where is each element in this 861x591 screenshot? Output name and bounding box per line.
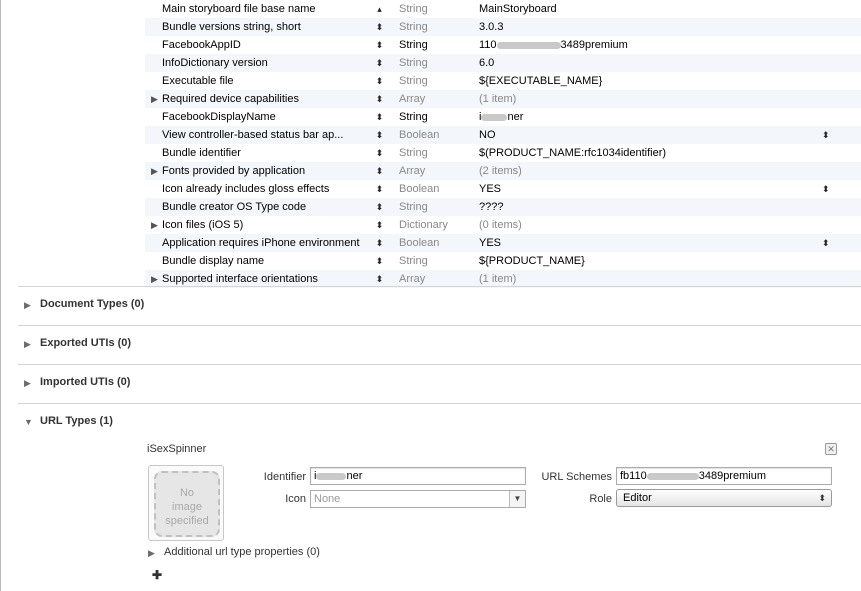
plist-key: Fonts provided by application — [162, 165, 306, 177]
disclosure-triangle-icon[interactable]: ▶ — [151, 274, 158, 284]
url-type-name: iSexSpinner — [147, 443, 207, 455]
section-title: Exported UTIs (0) — [40, 337, 132, 349]
url-schemes-label: URL Schemes — [541, 471, 612, 483]
plist-value[interactable]: ${EXECUTABLE_NAME} — [479, 75, 603, 87]
plist-row[interactable] — [145, 72, 861, 90]
value-popup-stepper-icon[interactable]: ⬍ — [822, 238, 830, 248]
disclosure-triangle-icon[interactable]: ▶ — [24, 300, 31, 310]
plist-key: Icon files (iOS 5) — [162, 219, 244, 231]
additional-properties-label[interactable]: Additional url type properties (0) — [164, 546, 320, 558]
url-schemes-field[interactable]: fb110 3489premium — [616, 467, 832, 485]
remove-url-type-icon[interactable]: ✕ — [825, 443, 837, 455]
plist-key: Bundle identifier — [162, 147, 241, 159]
plist-value[interactable]: YES — [479, 183, 502, 195]
section-title: URL Types (1) — [40, 415, 113, 427]
section-url-types[interactable] — [18, 403, 861, 442]
add-url-type-icon[interactable]: ✚ — [152, 568, 163, 582]
section-imported-utis[interactable] — [18, 364, 861, 403]
key-stepper-icon[interactable]: ⬍ — [375, 220, 383, 230]
plist-value[interactable]: MainStoryboard — [479, 3, 557, 15]
redaction-blur — [647, 473, 699, 480]
plist-key: Required device capabilities — [162, 93, 299, 105]
section-title: Imported UTIs (0) — [40, 376, 131, 388]
plist-value[interactable]: YES — [479, 237, 502, 249]
image-placeholder-text: No image specified — [165, 487, 209, 527]
plist-row[interactable] — [145, 180, 861, 198]
key-stepper-icon[interactable]: ⬍ — [375, 238, 383, 248]
plist-value[interactable] — [479, 36, 628, 54]
key-stepper-icon[interactable]: ⬍ — [375, 76, 383, 86]
plist-key: FacebookAppID — [162, 39, 241, 51]
plist-row[interactable] — [145, 0, 861, 18]
role-label: Role — [589, 493, 612, 505]
key-stepper-icon[interactable]: ⬍ — [375, 148, 383, 158]
key-stepper-icon[interactable]: ⬍ — [375, 166, 383, 176]
identifier-label: Identifier — [263, 471, 306, 483]
plist-key: InfoDictionary version — [162, 57, 268, 69]
key-stepper-icon[interactable]: ⬍ — [375, 274, 383, 284]
image-placeholder — [154, 471, 220, 537]
disclosure-triangle-icon[interactable]: ▶ — [24, 378, 31, 388]
plist-row[interactable] — [145, 144, 861, 162]
plist-key: Bundle display name — [162, 255, 265, 267]
plist-type[interactable]: Array — [399, 165, 426, 177]
key-stepper-icon[interactable]: ⬍ — [375, 58, 383, 68]
role-value: Editor — [623, 492, 652, 504]
plist-value[interactable]: ${PRODUCT_NAME} — [479, 255, 585, 267]
chevron-down-icon[interactable]: ▼ — [509, 491, 525, 507]
key-stepper-icon[interactable]: ⬍ — [375, 112, 383, 122]
info-plist-table — [145, 0, 861, 288]
key-stepper-icon[interactable]: ⬍ — [375, 22, 383, 32]
redaction-blur — [497, 42, 561, 49]
stepper-icon: ⬍ — [818, 493, 826, 503]
key-stepper-icon[interactable]: ▴ — [377, 4, 381, 14]
plist-key: Icon already includes gloss effects — [162, 183, 330, 195]
plist-key: Executable file — [162, 75, 234, 87]
plist-row[interactable] — [145, 198, 861, 216]
key-stepper-icon[interactable]: ⬍ — [375, 130, 383, 140]
section-title: Document Types (0) — [40, 298, 145, 310]
plist-type[interactable]: String — [399, 39, 428, 51]
plist-type[interactable]: String — [399, 201, 428, 213]
plist-type[interactable]: Boolean — [399, 183, 440, 195]
plist-row[interactable] — [145, 126, 861, 144]
url-type-image-well[interactable] — [148, 465, 224, 541]
plist-type[interactable]: String — [399, 147, 428, 159]
plist-key: Supported interface orientations — [162, 273, 318, 285]
value-popup-stepper-icon[interactable]: ⬍ — [822, 184, 830, 194]
plist-type[interactable]: Boolean — [399, 129, 440, 141]
plist-type[interactable]: String — [399, 21, 428, 33]
plist-type[interactable]: String — [399, 255, 428, 267]
plist-row[interactable] — [145, 108, 861, 126]
plist-type[interactable]: String — [399, 3, 428, 15]
disclosure-triangle-icon[interactable]: ▼ — [24, 417, 33, 427]
value-prefix: i — [479, 111, 482, 123]
plist-key: Application requires iPhone environment — [162, 237, 360, 249]
plist-type[interactable]: Dictionary — [399, 219, 448, 231]
value-prefix: 110 — [479, 39, 497, 51]
plist-row[interactable] — [145, 234, 861, 252]
plist-value[interactable]: 6.0 — [479, 57, 495, 69]
value-suffix: 3489premium — [560, 39, 628, 51]
disclosure-triangle-icon[interactable]: ▶ — [151, 220, 158, 230]
redaction-blur — [481, 114, 507, 121]
value-popup-stepper-icon[interactable]: ⬍ — [822, 130, 830, 140]
disclosure-triangle-icon[interactable]: ▶ — [151, 94, 158, 104]
key-stepper-icon[interactable]: ⬍ — [375, 202, 383, 212]
plist-value[interactable]: $(PRODUCT_NAME:rfc1034identifier) — [479, 147, 667, 159]
plist-row[interactable] — [145, 162, 861, 180]
identifier-field[interactable]: i ner — [310, 467, 526, 485]
window-left-border — [0, 0, 1, 591]
icon-combo-box[interactable] — [310, 490, 526, 508]
plist-type[interactable]: String — [399, 57, 428, 69]
plist-row[interactable] — [145, 54, 861, 72]
disclosure-triangle-icon[interactable]: ▶ — [151, 166, 158, 176]
plist-type[interactable]: Array — [399, 93, 426, 105]
role-popup[interactable] — [616, 489, 832, 507]
plist-key: View controller-based status bar ap... — [162, 129, 344, 141]
plist-value: (0 items) — [479, 219, 522, 231]
plist-row[interactable] — [145, 18, 861, 36]
disclosure-triangle-icon[interactable]: ▶ — [24, 339, 31, 349]
plist-value: (1 item) — [479, 273, 517, 285]
plist-row[interactable] — [145, 90, 861, 108]
plist-value[interactable]: 3.0.3 — [479, 21, 504, 33]
key-stepper-icon[interactable]: ⬍ — [375, 256, 383, 266]
icon-combo-value: None — [314, 493, 341, 505]
plist-type[interactable]: String — [399, 75, 428, 87]
section-exported-utis[interactable] — [18, 325, 861, 364]
plist-value[interactable]: NO — [479, 129, 496, 141]
plist-key: Bundle creator OS Type code — [162, 201, 307, 213]
plist-value[interactable]: ???? — [479, 201, 504, 213]
key-stepper-icon[interactable]: ⬍ — [375, 184, 383, 194]
section-document-types[interactable] — [18, 286, 861, 325]
plist-key: FacebookDisplayName — [162, 111, 276, 123]
plist-row[interactable] — [145, 36, 861, 54]
plist-row[interactable] — [145, 216, 861, 234]
plist-value[interactable] — [479, 108, 523, 126]
plist-type[interactable]: String — [399, 111, 428, 123]
disclosure-triangle-icon[interactable]: ▶ — [148, 548, 155, 558]
plist-value: (2 items) — [479, 165, 522, 177]
redaction-blur — [316, 473, 346, 480]
plist-key: Main storyboard file base name — [162, 3, 316, 15]
plist-type[interactable]: Boolean — [399, 237, 440, 249]
key-stepper-icon[interactable]: ⬍ — [375, 94, 383, 104]
plist-row[interactable] — [145, 252, 861, 270]
value-suffix: ner — [507, 111, 524, 123]
key-stepper-icon[interactable]: ⬍ — [375, 40, 383, 50]
plist-key: Bundle versions string, short — [162, 21, 301, 33]
icon-label: Icon — [285, 493, 306, 505]
plist-value: (1 item) — [479, 93, 517, 105]
plist-type[interactable]: Array — [399, 273, 426, 285]
